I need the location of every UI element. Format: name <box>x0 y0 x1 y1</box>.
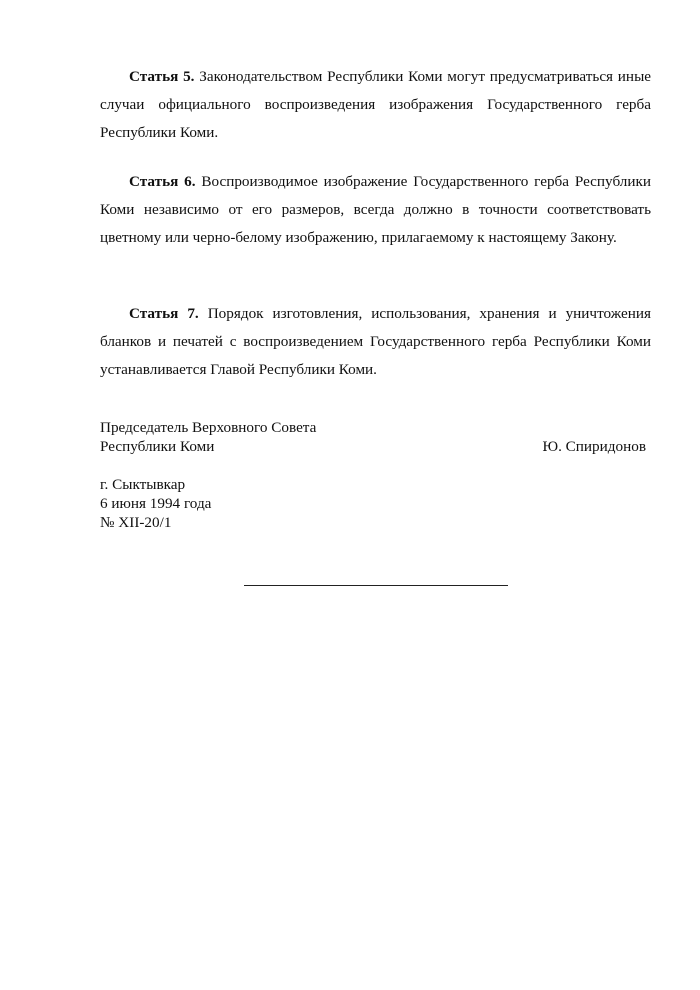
issue-number: № XII-20/1 <box>100 514 172 531</box>
article-7-text: Порядок изготовления, использования, хранения и уничтожения бланков и печатей с воспроизведением Государственного герба Республики Коми устанавливается Главой Республики Коми. <box>100 305 651 378</box>
article-7-label: Статья 7. <box>129 305 199 322</box>
signatory-name: Ю. Спиридонов <box>542 438 646 455</box>
article-5 <box>100 63 651 147</box>
article-6-label: Статья 6. <box>129 173 196 190</box>
issue-details <box>100 475 651 532</box>
signature-block <box>100 418 651 456</box>
article-6 <box>100 168 651 252</box>
issue-date: 6 июня 1994 года <box>100 495 212 512</box>
article-5-text: Законодательством Республики Коми могут предусматриваться иные случаи официального воспроизведения изображения Государственного герба Республики Коми. <box>100 68 652 141</box>
article-7 <box>100 300 651 384</box>
signature-position-line-1: Председатель Верховного Совета <box>100 419 317 436</box>
signature-position-org: Республики Коми <box>100 438 215 455</box>
signature-position-line-2 <box>100 437 651 456</box>
article-5-label: Статья 5. <box>129 68 195 85</box>
issue-place: г. Сыктывкар <box>100 476 186 493</box>
article-6-text: Воспроизводимое изображение Государственного герба Республики Коми независимо от его размеров, всегда должно в точности соответствовать цветному или черно-белому изображению, прилагаемому к настоящему Закону. <box>100 173 652 246</box>
closing-rule-divider <box>244 585 508 586</box>
